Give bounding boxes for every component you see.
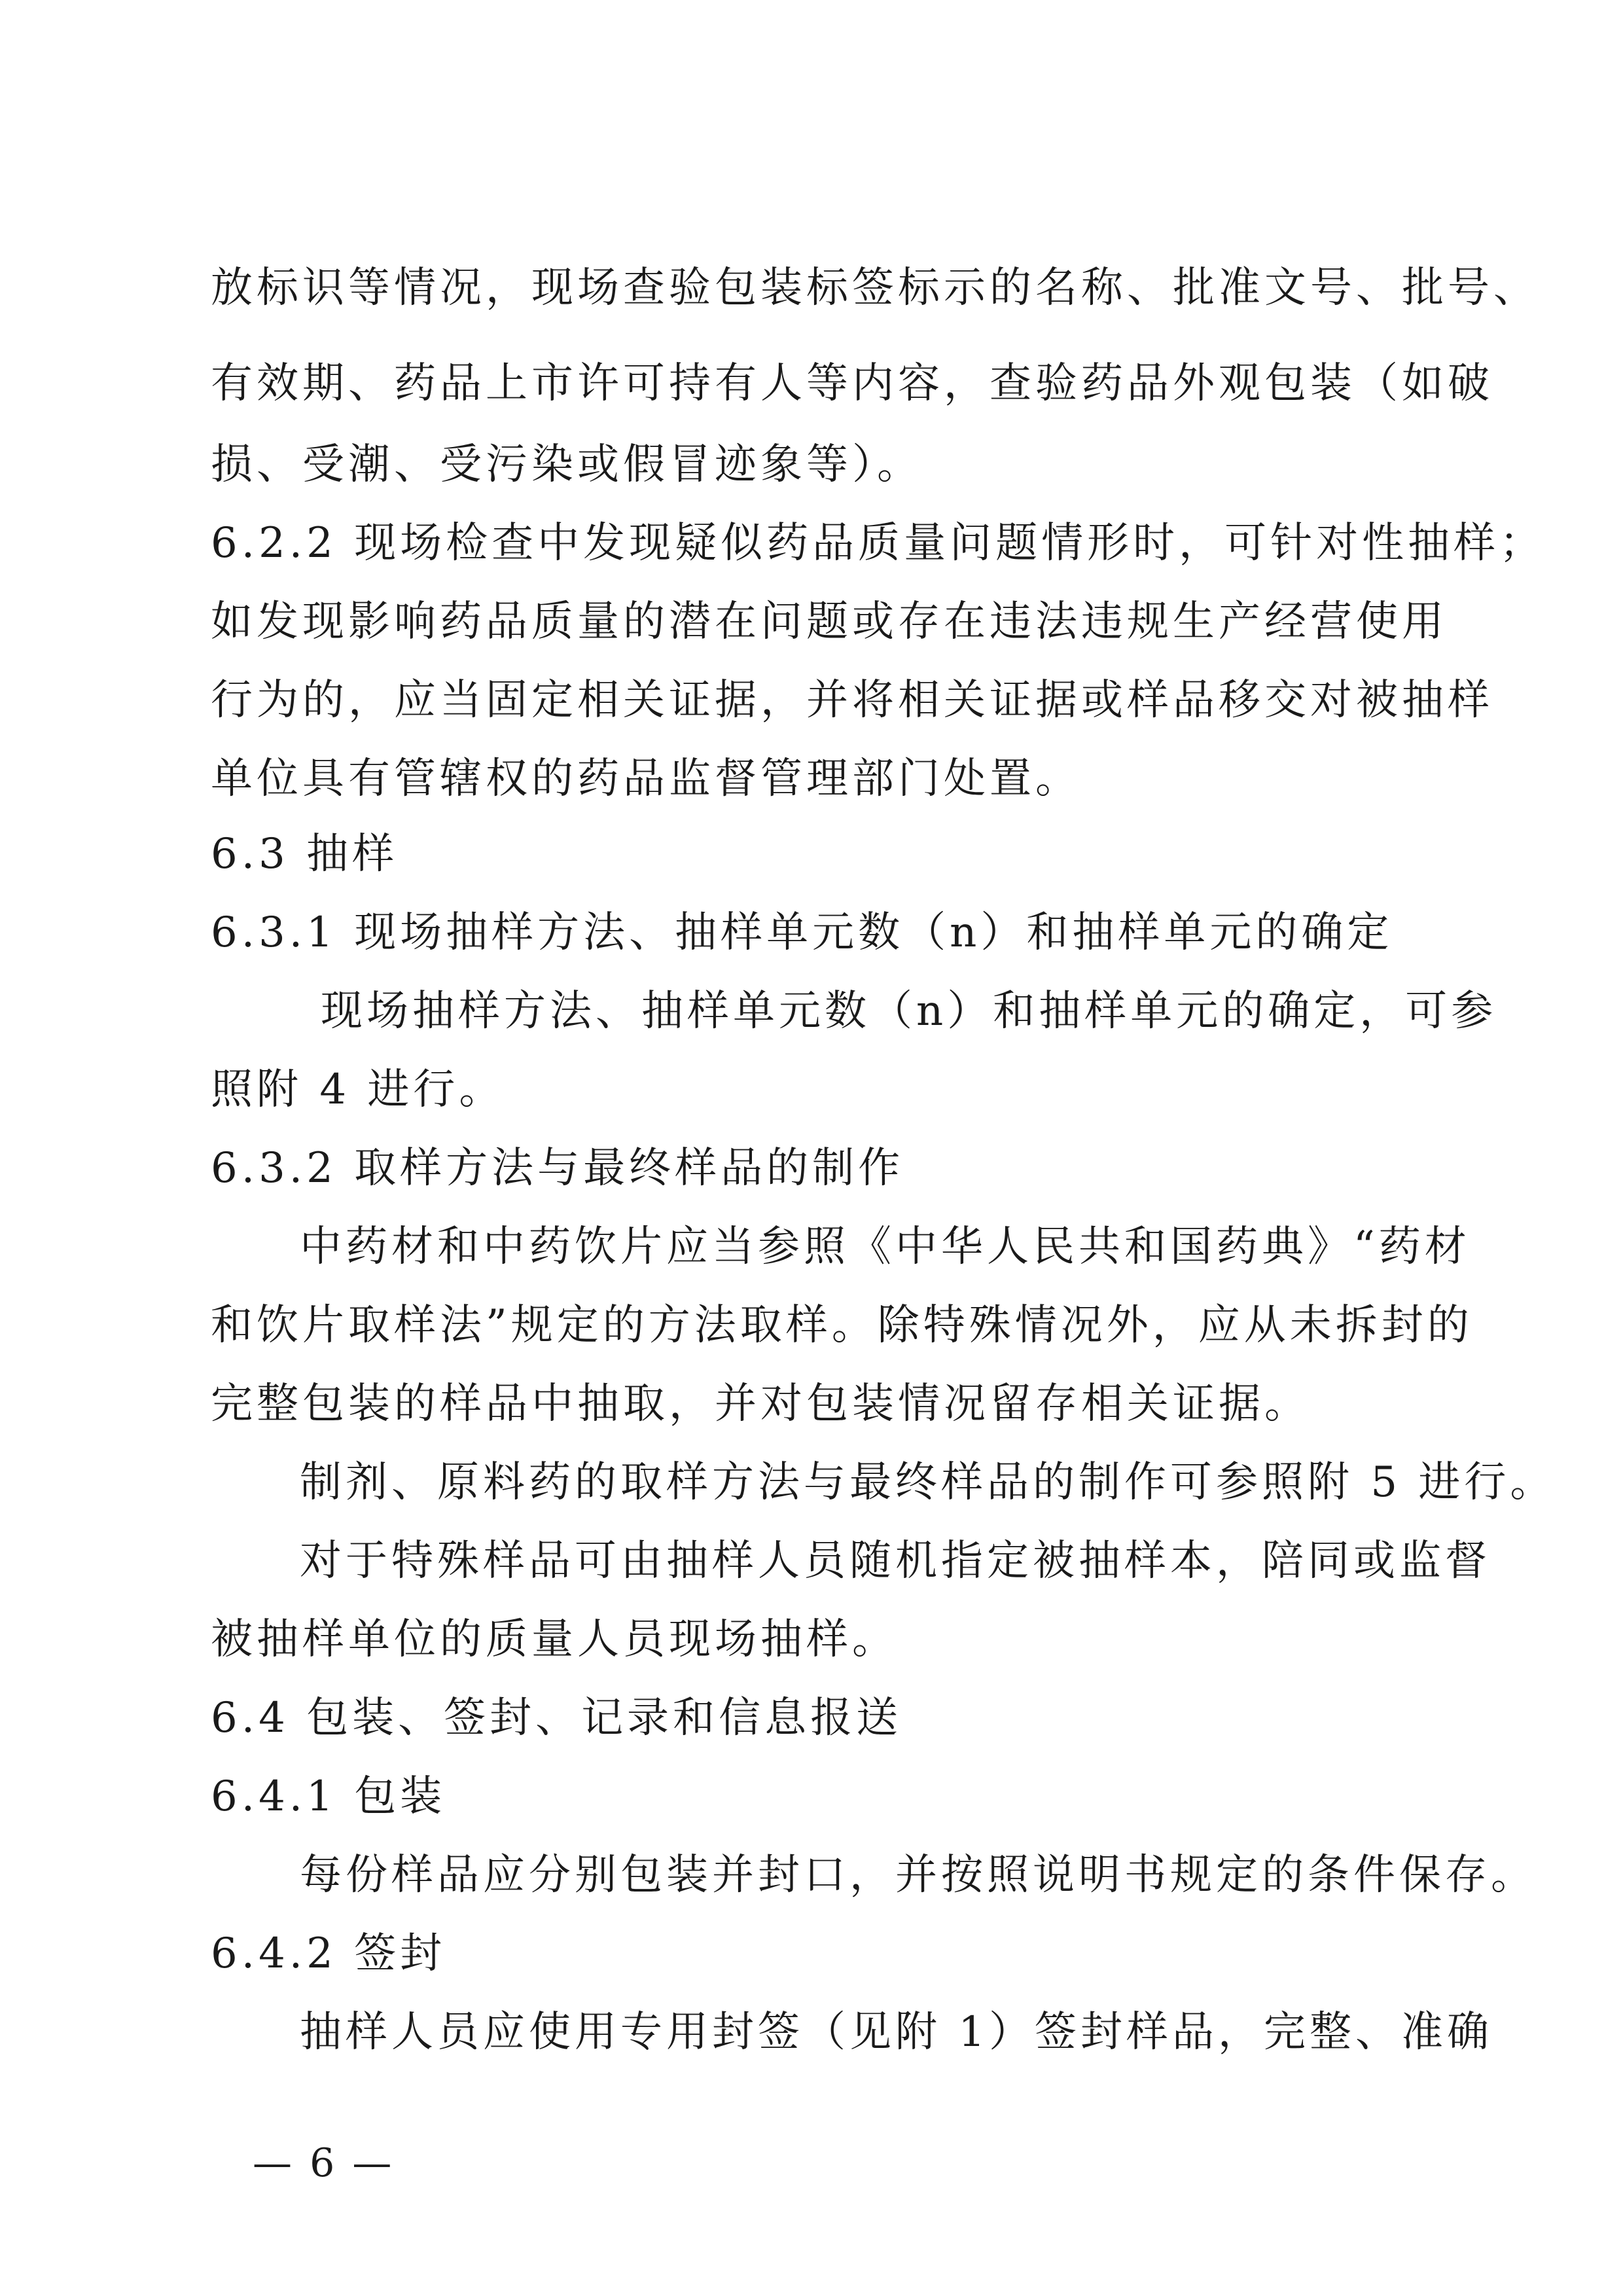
paragraph-line: 每份样品应分别包装并封口，并按照说明书规定的条件保存。	[300, 1851, 1537, 1899]
page-number: — 6 —	[253, 2140, 395, 2186]
paragraph-line: 中药材和中药饮片应当参照《中华人民共和国药典》“药材	[300, 1223, 1471, 1271]
paragraph-line: 放标识等情况，现场查验包装标签标示的名称、批准文号、批号、	[211, 264, 1539, 312]
section-heading-6-3-1: 6.3.1 现场抽样方法、抽样单元数（n）和抽样单元的确定	[211, 908, 1393, 957]
paragraph-line: 现场抽样方法、抽样单元数（n）和抽样单元的确定，可参	[321, 987, 1497, 1035]
section-heading-6-4-1: 6.4.1 包装	[211, 1772, 446, 1821]
paragraph-line: 照附 4 进行。	[211, 1066, 505, 1114]
paragraph-line: 对于特殊样品可由抽样人员随机指定被抽样本，陪同或监督	[300, 1537, 1491, 1585]
paragraph-line: 行为的，应当固定相关证据，并将相关证据或样品移交对被抽样	[211, 676, 1493, 725]
paragraph-line: 如发现影响药品质量的潜在问题或存在违法违规生产经营使用	[211, 598, 1448, 646]
paragraph-line: 完整包装的样品中抽取，并对包装情况留存相关证据。	[211, 1380, 1310, 1428]
paragraph-line: 和饮片取样法”规定的方法取样。除特殊情况外，应从未拆封的	[211, 1301, 1473, 1350]
paragraph-line: 抽样人员应使用专用封签（见附 1）签封样品，完整、准确	[300, 2008, 1493, 2056]
section-heading-6-3: 6.3 抽样	[211, 830, 399, 878]
paragraph-line: 有效期、药品上市许可持有人等内容，查验药品外观包装（如破	[211, 359, 1493, 408]
section-heading-6-3-2: 6.3.2 取样方法与最终样品的制作	[211, 1144, 904, 1193]
section-heading-6-4: 6.4 包装、签封、记录和信息报送	[211, 1694, 902, 1742]
section-heading-6-2-2: 6.2.2 现场检查中发现疑似药品质量问题情形时，可针对性抽样；	[211, 519, 1546, 567]
paragraph-line: 制剂、原料药的取样方法与最终样品的制作可参照附 5 进行。	[300, 1458, 1556, 1507]
section-heading-6-4-2: 6.4.2 签封	[211, 1929, 446, 1978]
paragraph-line: 损、受潮、受污染或假冒迹象等）。	[211, 440, 923, 489]
paragraph-line: 单位具有管辖权的药品监督管理部门处置。	[211, 755, 1081, 803]
paragraph-line: 被抽样单位的质量人员现场抽样。	[211, 1615, 898, 1664]
